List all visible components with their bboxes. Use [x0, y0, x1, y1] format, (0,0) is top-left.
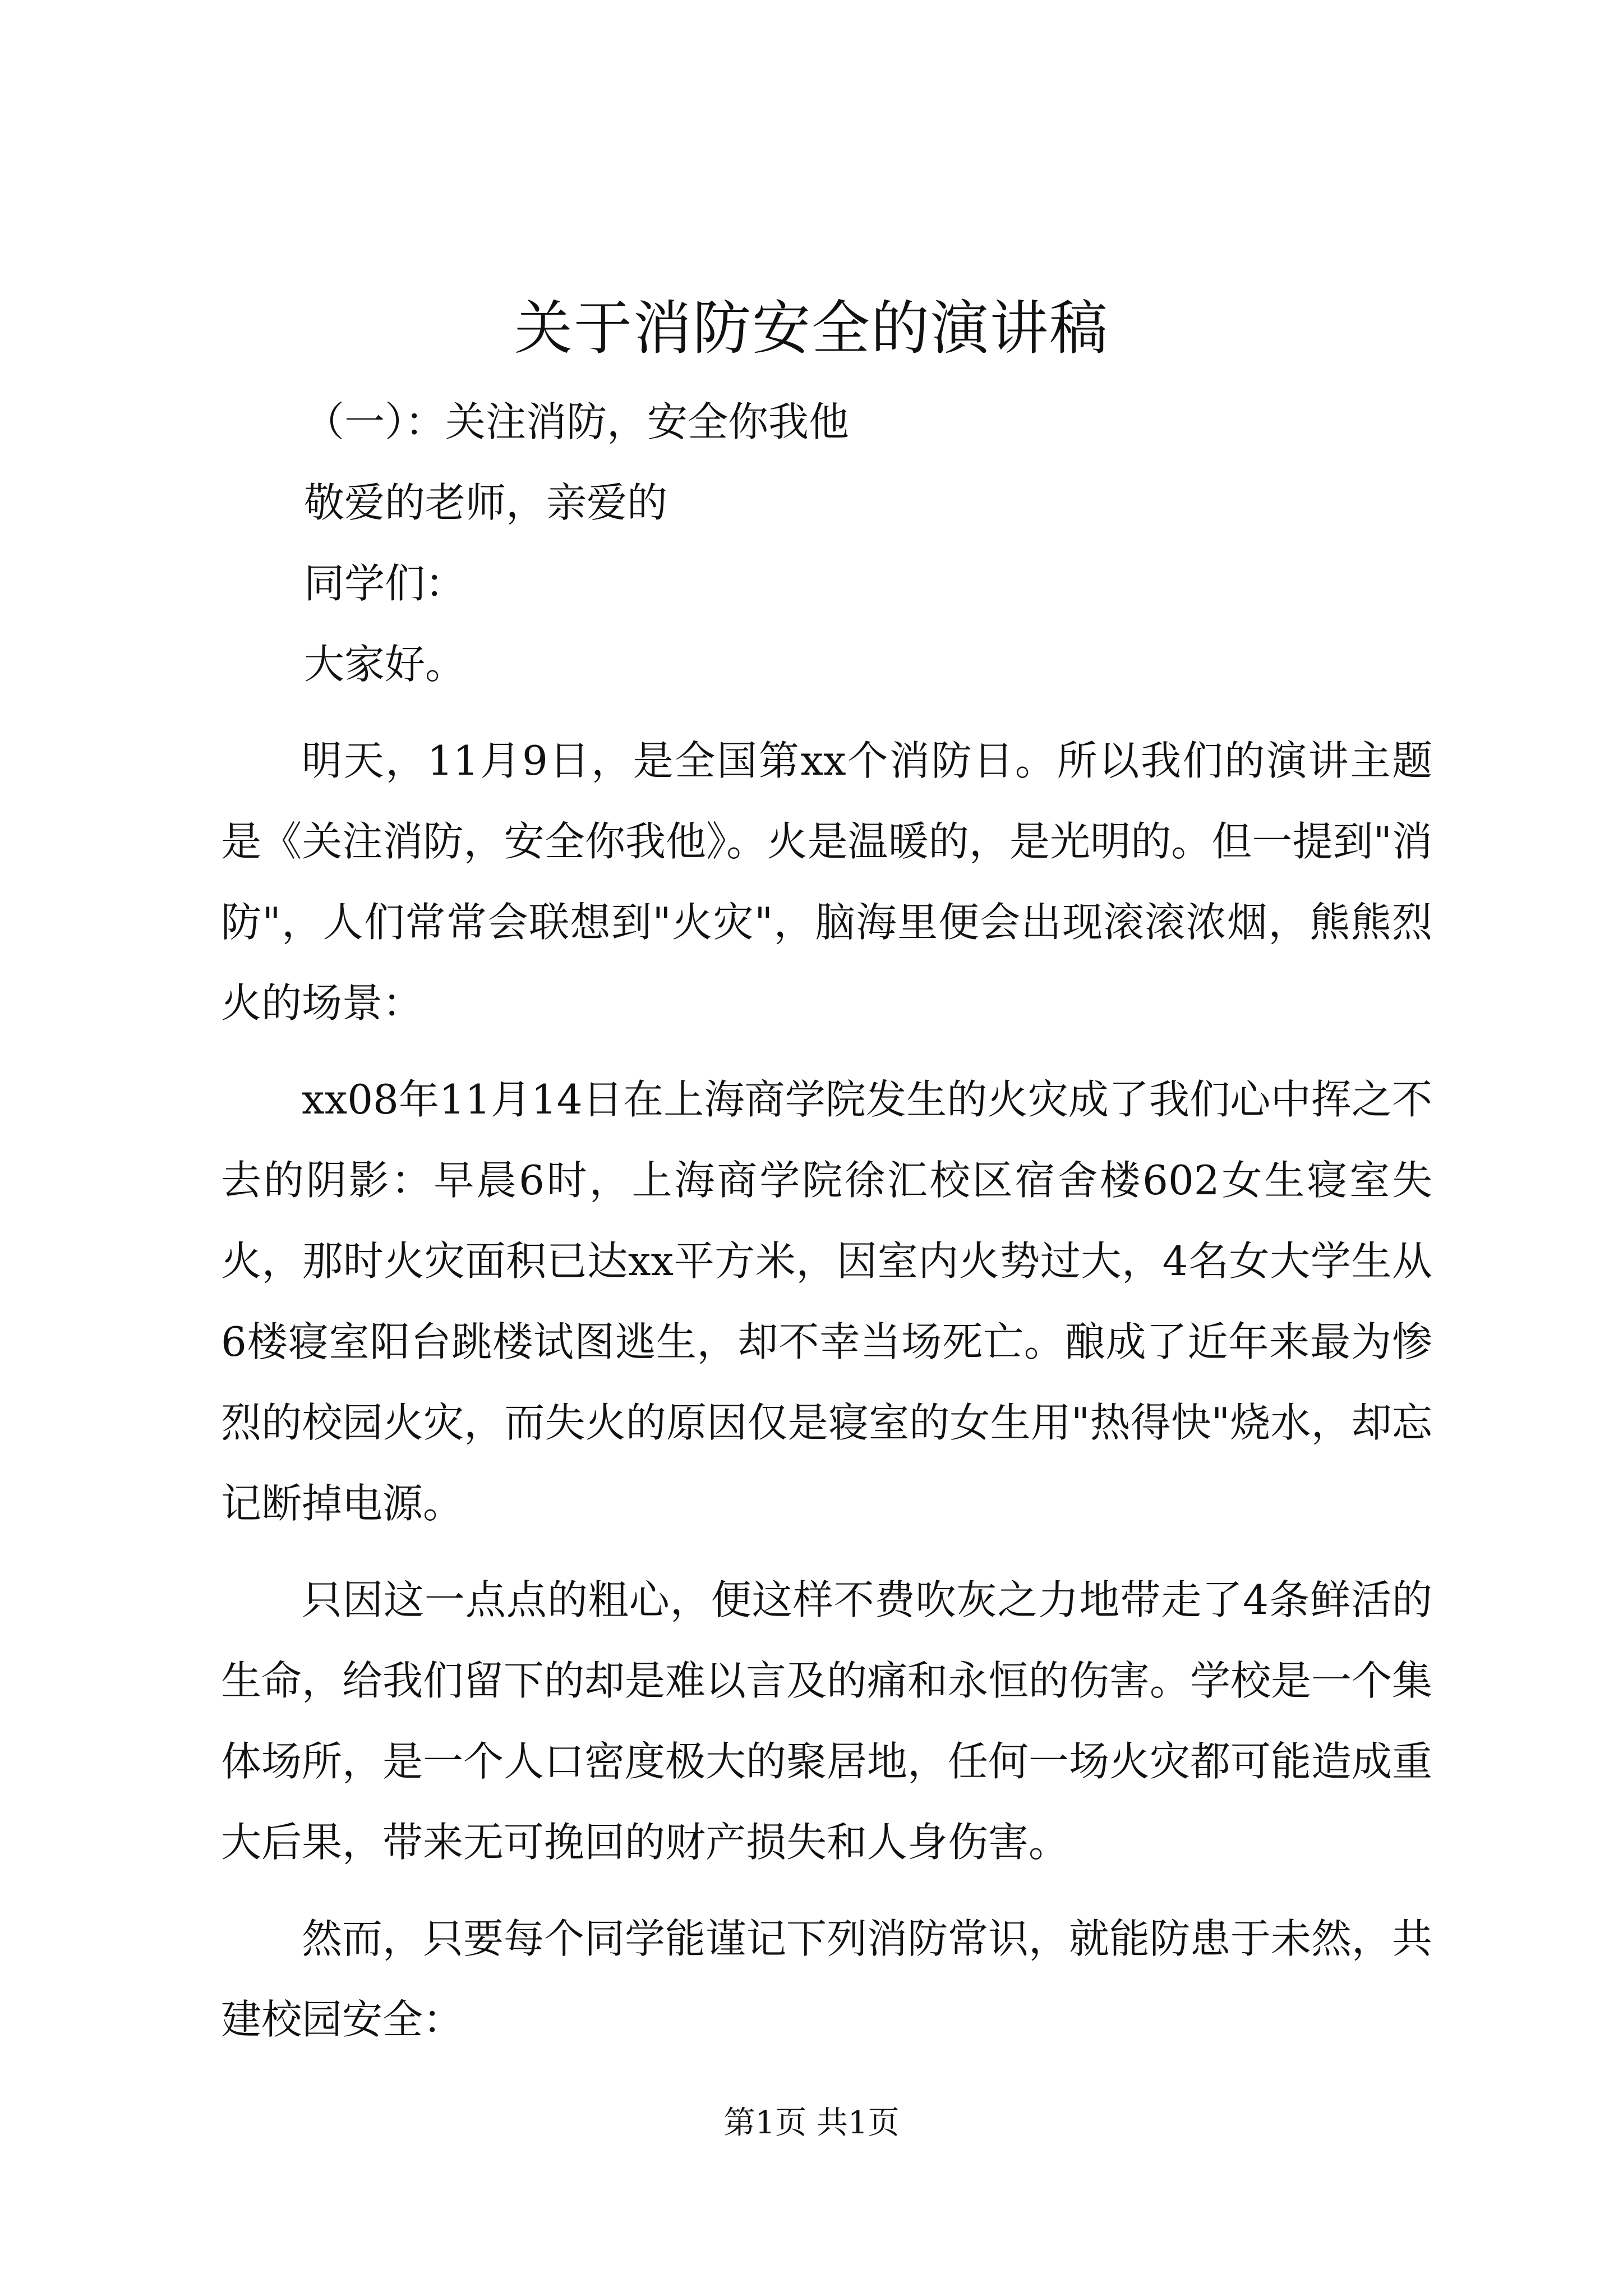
- paragraph-spacer: [221, 1883, 1432, 1898]
- greeting-line-1: 敬爱的老师，亲爱的: [304, 479, 668, 526]
- page-number-footer: 第1页 共1页: [723, 2105, 900, 2141]
- paragraph-spacer: [221, 1544, 1432, 1559]
- body-paragraph: xx08年11月14日在上海商学院发生的火灾成了我们心中挥之不去的阴影：早晨6时，上海商学院徐汇校区宿舍楼602女生寝室失火，那时火灾面积已达xx平方米，因室内火势过大，4名女大学生从6楼寝室阳台跳楼试图逃生，却不幸当场死亡。酿成了近年来最为惨烈的校园火灾，而失火的原因仅是寝室的女生用"热得快"烧水，却忘记断掉电源。: [221, 1076, 1432, 1527]
- body-paragraph: 明天，11月9日，是全国第xx个消防日。所以我们的演讲主题是《关注消防，安全你我他》。火是温暖的，是光明的。但一提到"消防"，人们常常会联想到"火灾"，脑海里便会出现滚滚浓烟，熊熊烈火的场景：: [221, 737, 1432, 1027]
- document-title: 关于消防安全的演讲稿: [514, 294, 1109, 362]
- section-subtitle: （一）：关注消防，安全你我他: [304, 398, 850, 445]
- greeting-line-2: 同学们：: [304, 560, 466, 607]
- paragraph-spacer: [221, 1043, 1432, 1059]
- document-body: [221, 381, 1432, 2060]
- paragraph-spacer: [221, 705, 1432, 720]
- body-paragraph: 只因这一点点的粗心，便这样不费吹灰之力地带走了4条鲜活的生命，给我们留下的却是难以言及的痛和永恒的伤害。学校是一个集体场所，是一个人口密度极大的聚居地，任何一场火灾都可能造成重大后果，带来无可挽回的财产损失和人身伤害。: [221, 1576, 1433, 1866]
- body-paragraph: 然而，只要每个同学能谨记下列消防常识，就能防患于未然，共建校园安全：: [221, 1915, 1433, 2043]
- greeting-line-3: 大家好。: [304, 641, 466, 688]
